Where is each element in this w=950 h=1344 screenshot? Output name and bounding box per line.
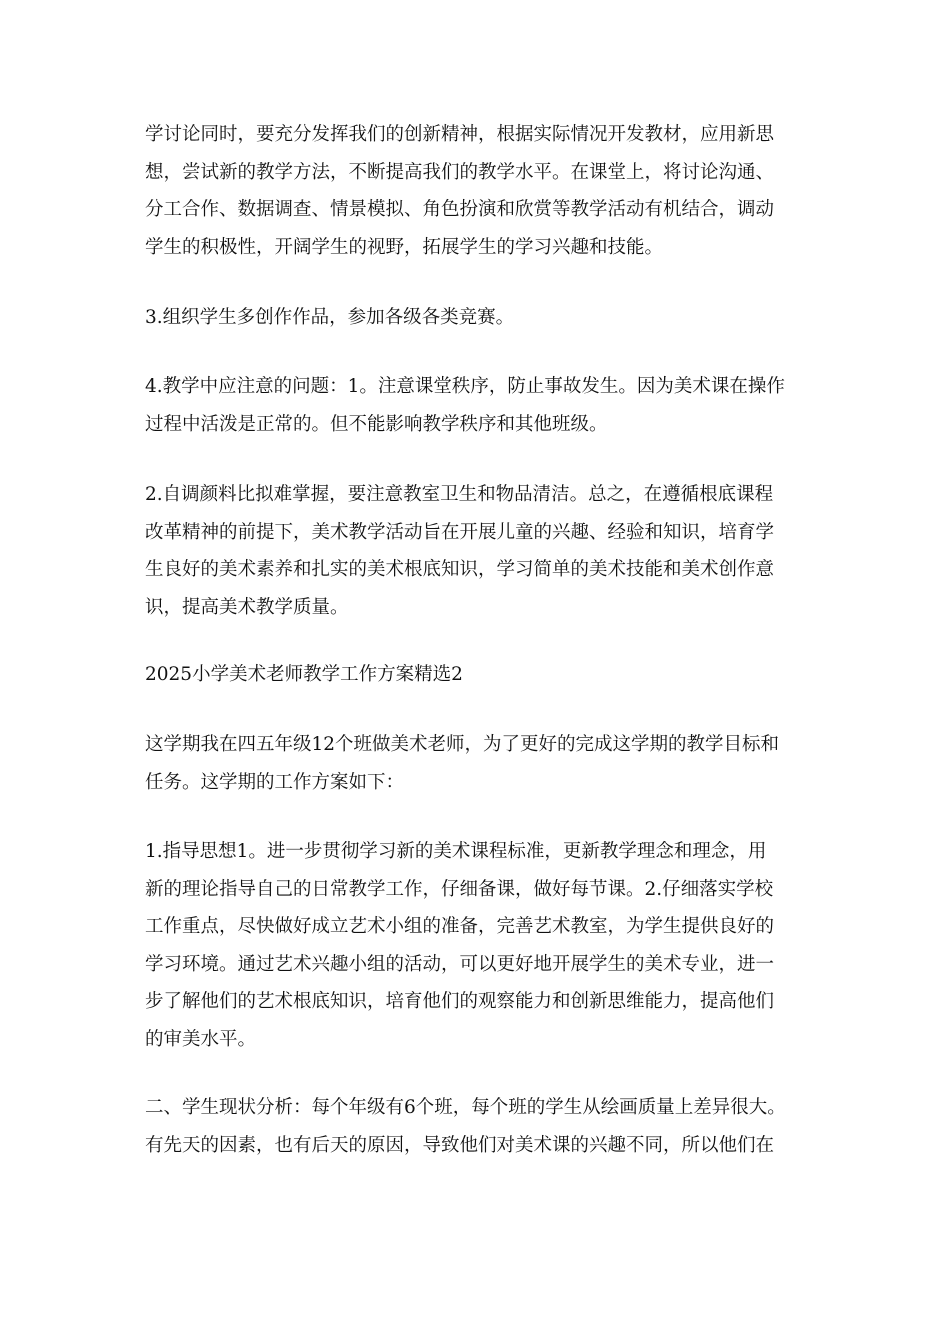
section-title: 2025小学美术老师教学工作方案精选2 <box>145 664 463 685</box>
paragraph-1 <box>145 116 810 266</box>
paragraph-line: 改革精神的前提下，美术教学活动旨在开展儿童的兴趣、经验和知识，培育学 <box>145 521 775 543</box>
paragraph-line: 二、学生现状分析：每个年级有6个班，每个班的学生从绘画质量上差异很大。 <box>145 1097 786 1118</box>
paragraph-line: 2.自调颜料比拟难掌握，要注意教室卫生和物品清洁。总之，在遵循根底课程 <box>145 484 774 505</box>
paragraph-line: 想，尝试新的教学方法，不断提高我们的教学水平。在课堂上，将讨论沟通、 <box>145 161 775 183</box>
paragraph-line: 识，提高美术教学质量。 <box>145 596 349 618</box>
paragraph-line: 新的理论指导自己的日常教学工作，仔细备课，做好每节课。2.仔细落实学校 <box>145 878 774 900</box>
paragraph-4 <box>145 476 810 626</box>
paragraph-line: 有先天的因素，也有后天的原因，导致他们对美术课的兴趣不同，所以他们在 <box>145 1134 775 1156</box>
paragraph-line: 学习环境。通过艺术兴趣小组的活动，可以更好地开展学生的美术专业，进一 <box>145 953 775 975</box>
paragraph-line: 的审美水平。 <box>145 1028 257 1050</box>
paragraph-2 <box>145 299 810 337</box>
paragraph-line: 3.组织学生多创作作品，参加各级各类竞赛。 <box>145 307 515 328</box>
paragraph-line: 4.教学中应注意的问题：1。注意课堂秩序，防止事故发生。因为美术课在操作 <box>145 376 785 397</box>
paragraph-line: 过程中活泼是正常的。但不能影响教学秩序和其他班级。 <box>145 413 608 435</box>
paragraph-line: 生良好的美术素养和扎实的美术根底知识，学习简单的美术技能和美术创作意 <box>145 559 775 580</box>
paragraph-line: 任务。这学期的工作方案如下： <box>145 771 405 793</box>
section-heading <box>145 656 810 694</box>
paragraph-line: 工作重点，尽快做好成立艺术小组的准备，完善艺术教室，为学生提供良好的 <box>145 916 775 937</box>
paragraph-line: 分工合作、数据调查、情景模拟、角色扮演和欣赏等教学活动有机结合，调动 <box>145 199 775 220</box>
paragraph-6 <box>145 833 810 1058</box>
paragraph-3 <box>145 368 810 443</box>
paragraph-line: 步了解他们的艺术根底知识，培育他们的观察能力和创新思维能力，提高他们 <box>145 991 775 1012</box>
paragraph-line: 1.指导思想1。进一步贯彻学习新的美术课程标准，更新教学理念和理念，用 <box>145 841 767 862</box>
paragraph-7 <box>145 1089 810 1164</box>
paragraph-5 <box>145 726 810 801</box>
paragraph-line: 学讨论同时，要充分发挥我们的创新精神，根据实际情况开发教材，应用新思 <box>145 124 775 145</box>
paragraph-line: 这学期我在四五年级12个班做美术老师，为了更好的完成这学期的教学目标和 <box>145 734 780 755</box>
paragraph-line: 学生的积极性，开阔学生的视野，拓展学生的学习兴趣和技能。 <box>145 236 664 258</box>
